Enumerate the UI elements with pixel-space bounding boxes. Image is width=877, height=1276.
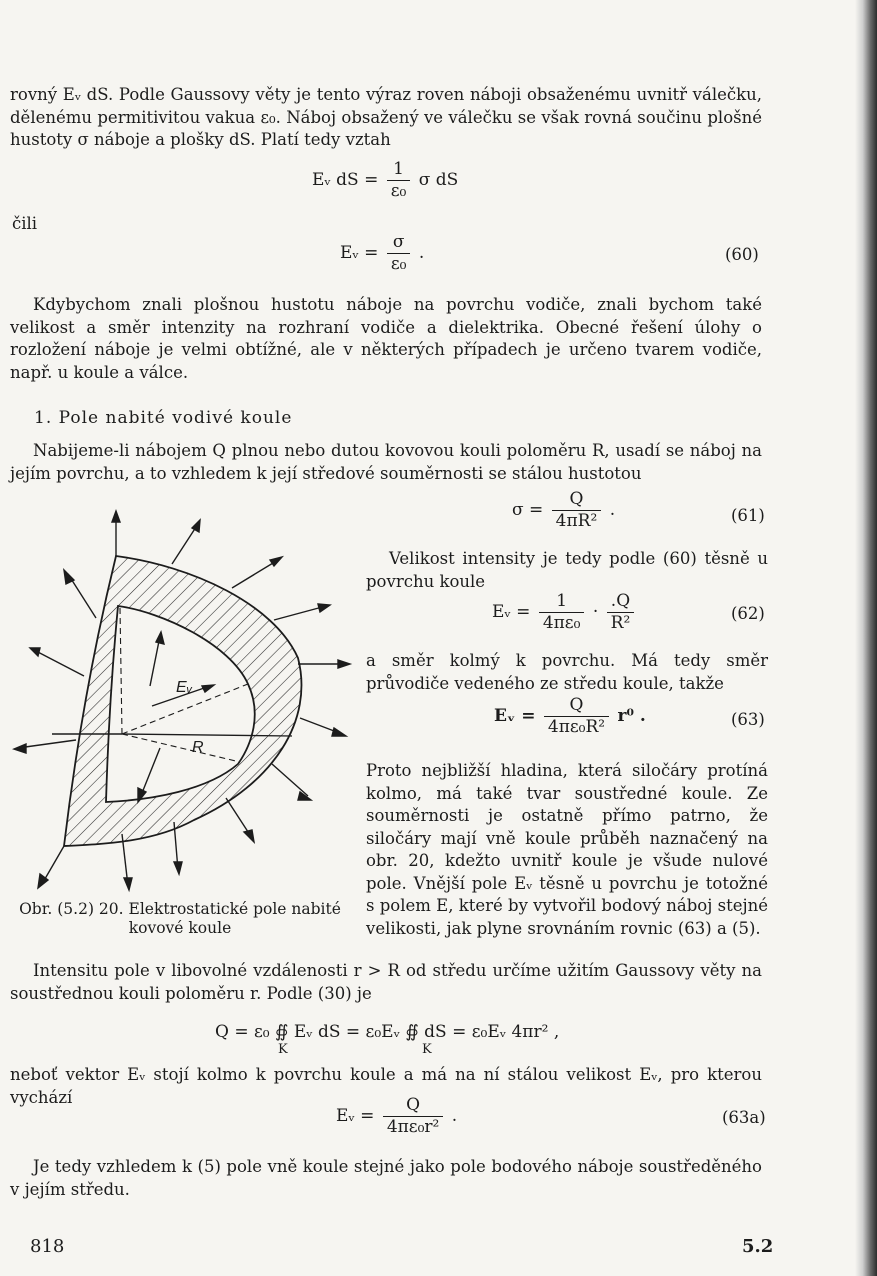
figure-label-ev: Eᵥ — [176, 679, 193, 696]
eq63-lhs: Eᵥ = — [494, 706, 536, 726]
eqno-62: (62) — [731, 604, 765, 623]
page-number: 818 — [30, 1236, 65, 1257]
eq63a-lhs: Eᵥ = — [336, 1106, 375, 1126]
paragraph-velikost: Velikost intensity je tedy podle (60) těsně u povrchu koule — [366, 549, 768, 591]
eq63-den: 4πε₀R² — [547, 717, 606, 737]
eq63a-num: Q — [383, 1096, 444, 1117]
eq62-dot: · — [592, 602, 599, 622]
figure-dashed-line-vertical — [120, 608, 122, 734]
eqno-60: (60) — [725, 245, 759, 264]
eq60-tail: . — [418, 243, 425, 263]
eq1-num: 1 — [387, 160, 411, 181]
eq61-den: 4πR² — [555, 511, 598, 531]
eq63a-tail: . — [451, 1106, 458, 1126]
eq62-den1: 4πε₀ — [542, 613, 581, 633]
eq60-lhs: Eᵥ = — [340, 243, 379, 263]
paragraph-final: Je tedy vzhledem k (5) pole vně koule stejné jako pole bodového náboje soustředěného v jejím středu. — [10, 1157, 762, 1199]
eq-gauss-sub1: K — [278, 1042, 288, 1057]
equation-62 — [492, 592, 637, 633]
eq-gauss-text: Q = ε₀ ∯ Eᵥ dS = ε₀Eᵥ ∯ dS = ε₀Eᵥ 4πr² , — [215, 1022, 560, 1042]
eqno-61: (61) — [731, 506, 765, 525]
figure-label-r: R — [192, 739, 204, 756]
eq61-num: Q — [552, 490, 602, 511]
equation-gauss — [215, 1022, 559, 1042]
paragraph-nabijeme: Nabijeme-li nábojem Q plnou nebo dutou kovovou kouli poloměru R, usadí se náboj na jejím povrchu, a to vzhledem k její středové souměrnosti se stálou hustotou — [10, 441, 762, 483]
eq61-tail: . — [609, 500, 616, 520]
eq62-den2: R² — [610, 613, 631, 633]
equation-63 — [494, 696, 646, 737]
section-number: 5.2 — [742, 1236, 774, 1257]
eqno-63a: (63a) — [722, 1108, 766, 1127]
paragraph-smer: a směr kolmý k povrchu. Má tedy směr průvodiče vedeného ze středu koule, takže — [366, 651, 768, 693]
paragraph-intro: rovný Eᵥ dS. Podle Gaussovy věty je tento výraz roven náboji obsaženému uvnitř válečku, dělenému permitivitou vakua ε₀. Náboj obsažený ve válečku se však rovná součinu plošné hustoty σ náboje a plošky dS. Platí tedy vztah — [10, 85, 762, 149]
eq60-den: ε₀ — [390, 254, 407, 274]
eq63a-den: 4πε₀r² — [386, 1117, 440, 1137]
eq63-tail: r⁰ . — [617, 706, 646, 726]
page-binding-shadow — [855, 0, 877, 1276]
eqno-63: (63) — [731, 710, 765, 729]
figure-shell — [64, 556, 301, 846]
figure-caption: Obr. (5.2) 20. Elektrostatické pole nabité kovové koule — [19, 900, 341, 937]
eq63-num: Q — [544, 696, 609, 717]
equation-61 — [512, 490, 615, 531]
eq60-num: σ — [387, 233, 411, 254]
eq1-rhs: σ dS — [418, 170, 459, 190]
eq-gauss-sub2: K — [422, 1042, 432, 1057]
eq1-den: ε₀ — [390, 181, 407, 201]
equation-1 — [312, 160, 458, 201]
paragraph-nebot: neboť vektor Eᵥ stojí kolmo k povrchu koule a má na ní stálou velikost Eᵥ, pro kterou vychází — [10, 1065, 762, 1107]
paragraph-intensitu: Intensitu pole v libovolné vzdálenosti r > R od středu určíme užitím Gaussovy věty na soustřednou kouli poloměru r. Podle (30) je — [10, 961, 762, 1003]
section-heading: 1. Pole nabité vodivé koule — [34, 408, 293, 428]
paragraph-proto: Proto nejbližší hladina, která siločáry protíná kolmo, má také tvar soustředné koule. Ze souměrnosti je ostatně přímo patrno, že siločáry mají vně koule průběh naznačený na obr. 20, kdežto uvnitř koule je všude nulové pole. Vnější pole Eᵥ těsně u povrchu je totožné s polem E, které by vytvořil bodový náboj stejné velikosti, jak plyne srovnáním rovnic (63) a (5). — [366, 761, 768, 938]
eq1-lhs: Eᵥ dS = — [312, 170, 379, 190]
paragraph-kdybychom: Kdybychom znali plošnou hustotu náboje na povrchu vodiče, znali bychom také velikost a směr intenzity na rozhraní vodiče a dielektrika. Obecné řešení úlohy o rozložení náboje je velmi obtížné, ale v některých případech je určeno tvarem vodiče, např. u koule a válce. — [10, 295, 762, 382]
eq61-lhs: σ = — [512, 500, 544, 520]
figure-charged-sphere — [12, 508, 360, 894]
equation-63a — [336, 1096, 457, 1137]
eq62-num2: .Q — [607, 592, 635, 613]
equation-60 — [340, 233, 424, 274]
eq62-num1: 1 — [539, 592, 585, 613]
eq62-lhs: Eᵥ = — [492, 602, 531, 622]
word-cili: čili — [12, 214, 38, 233]
figure-dashed-line-lower — [122, 734, 240, 762]
